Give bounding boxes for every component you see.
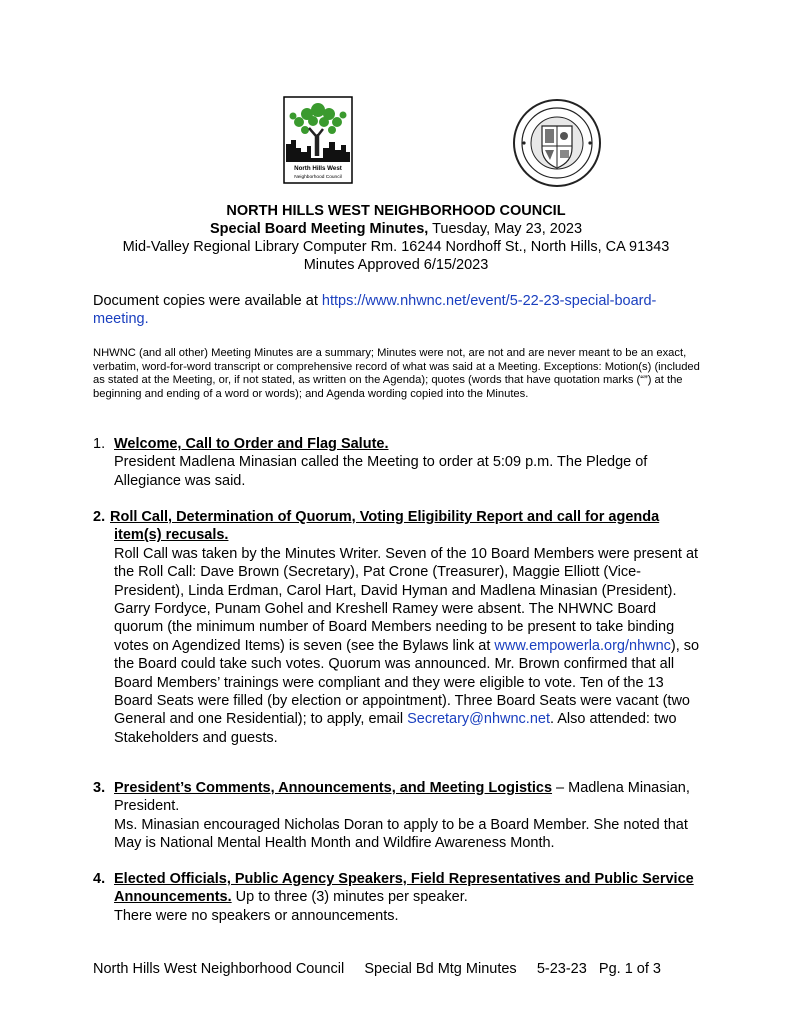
item-body: President Madlena Minasian called the Meeting to order at 5:09 p.m. The Pledge of Allegiance was said. — [114, 454, 648, 489]
item-body: There were no speakers or announcements. — [114, 907, 399, 924]
footer-page: Pg. 1 of 3 — [598, 961, 661, 977]
page-footer — [93, 960, 713, 978]
minutes-disclaimer: NHWNC (and all other) Meeting Minutes are a summary; Minutes were not, are not and are never meant to be an exact, verbatim, word-for-word transcript or comprehensive record of what was said at a Meeting. Exceptions: Motion(s) (included as stated at the Meeting, or, if not stated, as written on the Agenda); quotes (words that have quotation marks (“”) at the beginning and ending of a word or words); and Agenda wording copied into the Minutes. — [93, 347, 700, 400]
documents-paragraph — [93, 292, 705, 328]
agenda-item-1 — [93, 435, 705, 490]
minutes-header — [60, 202, 732, 274]
item-heading-suffix: – Madlena Minasian, President. — [114, 780, 690, 815]
meeting-date: Tuesday, May 23, 2023 — [428, 221, 583, 237]
item-heading-suffix: Up to three (3) minutes per speaker. — [231, 889, 468, 906]
meeting-title: Special Board Meeting Minutes, — [209, 221, 429, 237]
documents-prefix: Document copies were available at — [93, 293, 322, 309]
agenda-item-2 — [93, 508, 705, 747]
event-link[interactable]: https://www.nhwnc.net/event/5-22-23-special-board- meeting. — [93, 293, 657, 327]
meeting-location: Mid-Valley Regional Library Computer Rm. 16244 Nordhoff St., North Hills, CA 91343 — [122, 239, 670, 255]
item-body: Ms. Minasian encouraged Nicholas Doran to apply to be a Board Member. She noted that May is National Mental Health Month and Wildfire Awareness Month. — [114, 816, 688, 852]
item-body: Roll Call was taken by the Minutes Writer. Seven of the 10 Board Members were present at the Roll Call: Dave Brown (Secretary), Pat Crone (Treasurer), Maggie Elliott (Vice-President), Linda Erdman, Carol Hart, David Hyman and Madlena Minasian (President). Garry Fordyce, Punam Gohel and Kreshell Ramey were absent. The NHWNC Board quorum (the minimum number of Board Members needing to be present to take binding votes on Agendized Items) is seven (see the Bylaws link at www.empowerla.org/nhwnc), so the Board could take such votes. Quorum was announced. Mr. Brown confirmed that all Board Members’ trainings were compliant and they were eligible to vote. Ten of the 13 Board Seats were filled (by election or appointment). Three Board Seats were vacant (two General and one Residential); to apply, email Secretary@nhwnc.net. Also attended: two Stakeholders and guests. — [114, 545, 700, 746]
footer-date: 5-23-23 — [536, 961, 587, 977]
agenda-item-4 — [93, 870, 705, 925]
secretary-email-link[interactable]: Secretary@nhwnc.net — [407, 711, 550, 728]
nhwnc-logo — [283, 96, 353, 184]
item-number: 3. — [93, 780, 106, 796]
org-name: NORTH HILLS WEST NEIGHBORHOOD COUNCIL — [226, 203, 566, 219]
nhw-logo-text-2: Neighborhood Council — [294, 175, 342, 180]
item-number: 1. — [93, 436, 106, 452]
item-heading-line1: Roll Call, Determination of Quorum, Voting Eligibility Report and call for agenda — [110, 509, 660, 525]
item-heading: Elected Officials, Public Agency Speakers, Field Representatives and Public Service Announcements. — [114, 871, 694, 906]
agenda-item-3 — [93, 779, 705, 853]
city-seal-logo — [512, 98, 602, 188]
nhw-logo-text-1: North Hills West — [294, 165, 342, 172]
item-heading: President’s Comments, Announcements, and Meeting Logistics — [114, 780, 553, 796]
item-heading-line2: item(s) recusals. — [114, 527, 229, 544]
footer-org: North Hills West Neighborhood Council — [93, 961, 345, 977]
item-number: 4. — [93, 871, 106, 887]
footer-doc: Special Bd Mtg Minutes — [364, 961, 517, 977]
item-heading: Welcome, Call to Order and Flag Salute. — [114, 436, 389, 452]
bylaws-link[interactable]: www.empowerla.org/nhwnc — [494, 637, 671, 654]
approval-line: Minutes Approved 6/15/2023 — [303, 257, 489, 273]
item-number: 2. — [93, 509, 106, 525]
meeting-title-line — [60, 220, 732, 238]
